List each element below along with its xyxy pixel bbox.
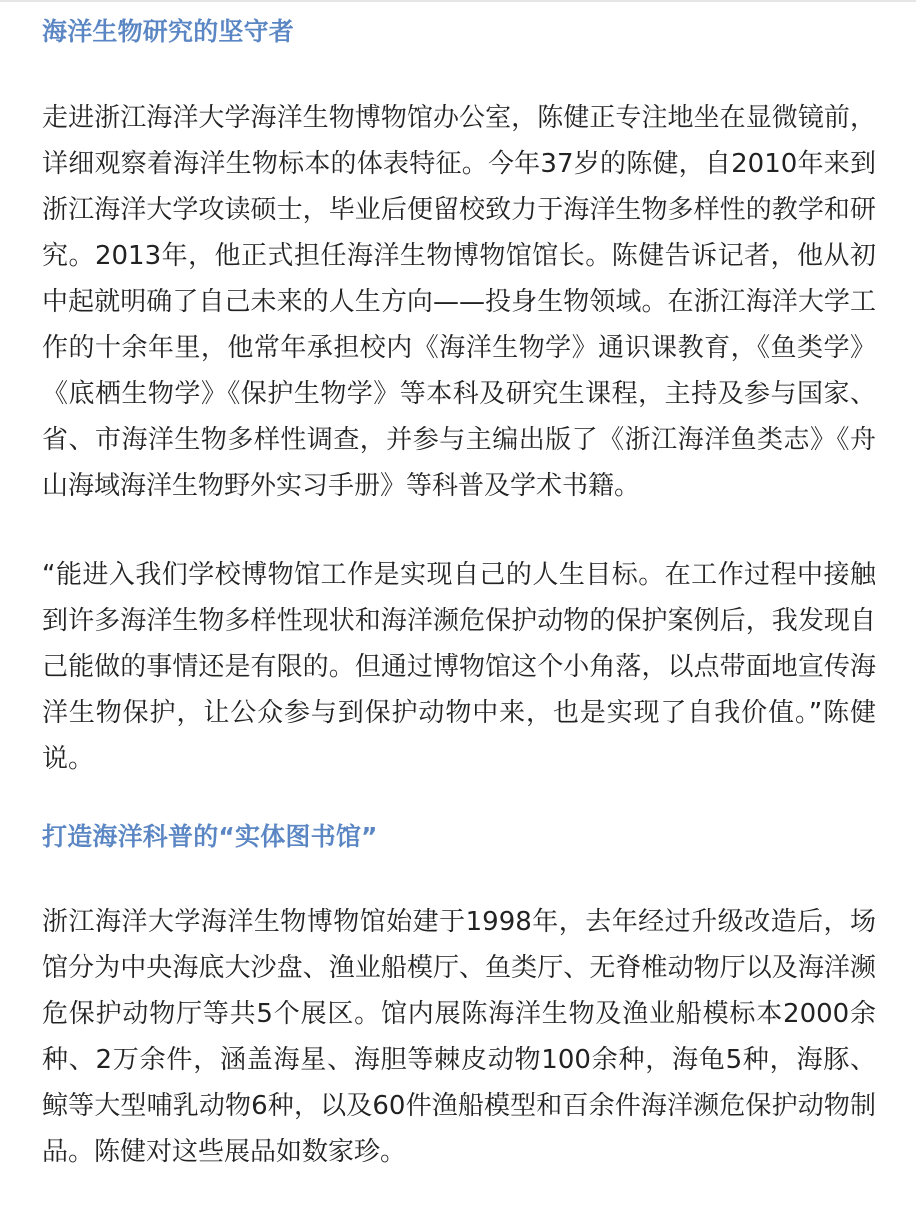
quote-paragraph: “能进入我们学校博物馆工作是实现自己的人生目标。在工作过程中接触到许多海洋生物多样性现状和海洋濒危保护动物的保护案例后，我发现自己能做的事情还是有限的。但通过博物馆这个小角落，以点带面地宣传海洋生物保护，让公众参与到保护动物中来，也是实现了自我价值。”陈健说。 [42, 560, 876, 774]
article-paragraph: 浙江海洋大学海洋生物博物馆始建于1998年，去年经过升级改造后，场馆分为中央海底大沙盘、渔业船模厅、鱼类厅、无脊椎动物厅以及海洋濒危保护动物厅等共5个展区。馆内展陈海洋生物及渔业船模标本2000余种、2万余件，涵盖海星、海胆等棘皮动物100余种，海龟5种，海豚、鲸等大型哺乳动物6种，以及60件渔船模型和百余件海洋濒危保护动物制品。陈健对这些展品如数家珍。 [42, 907, 876, 1167]
article-paragraph: 走进浙江海洋大学海洋生物博物馆办公室，陈健正专注地坐在显微镜前，详细观察着海洋生物标本的体表特征。今年37岁的陈健，自2010年来到浙江海洋大学攻读硕士，毕业后便留校致力于海洋生物多样性的教学和研究。2013年，他正式担任海洋生物博物馆馆长。陈健告诉记者，他从初中起就明确了自己未来的人生方向——投身生物领域。在浙江海洋大学工作的十余年里，他常年承担校内《海洋生物学》通识课教育，《鱼类学》《底栖生物学》《保护生物学》等本科及研究生课程，主持及参与国家、省、市海洋生物多样性调查，并参与主编出版了《浙江海洋鱼类志》《舟山海域海洋生物野外实习手册》等科普及学术书籍。 [42, 103, 876, 501]
top-divider [0, 0, 916, 2]
section-heading: 海洋生物研究的坚守者 [42, 17, 295, 46]
section-heading: 打造海洋科普的“实体图书馆” [42, 822, 378, 851]
